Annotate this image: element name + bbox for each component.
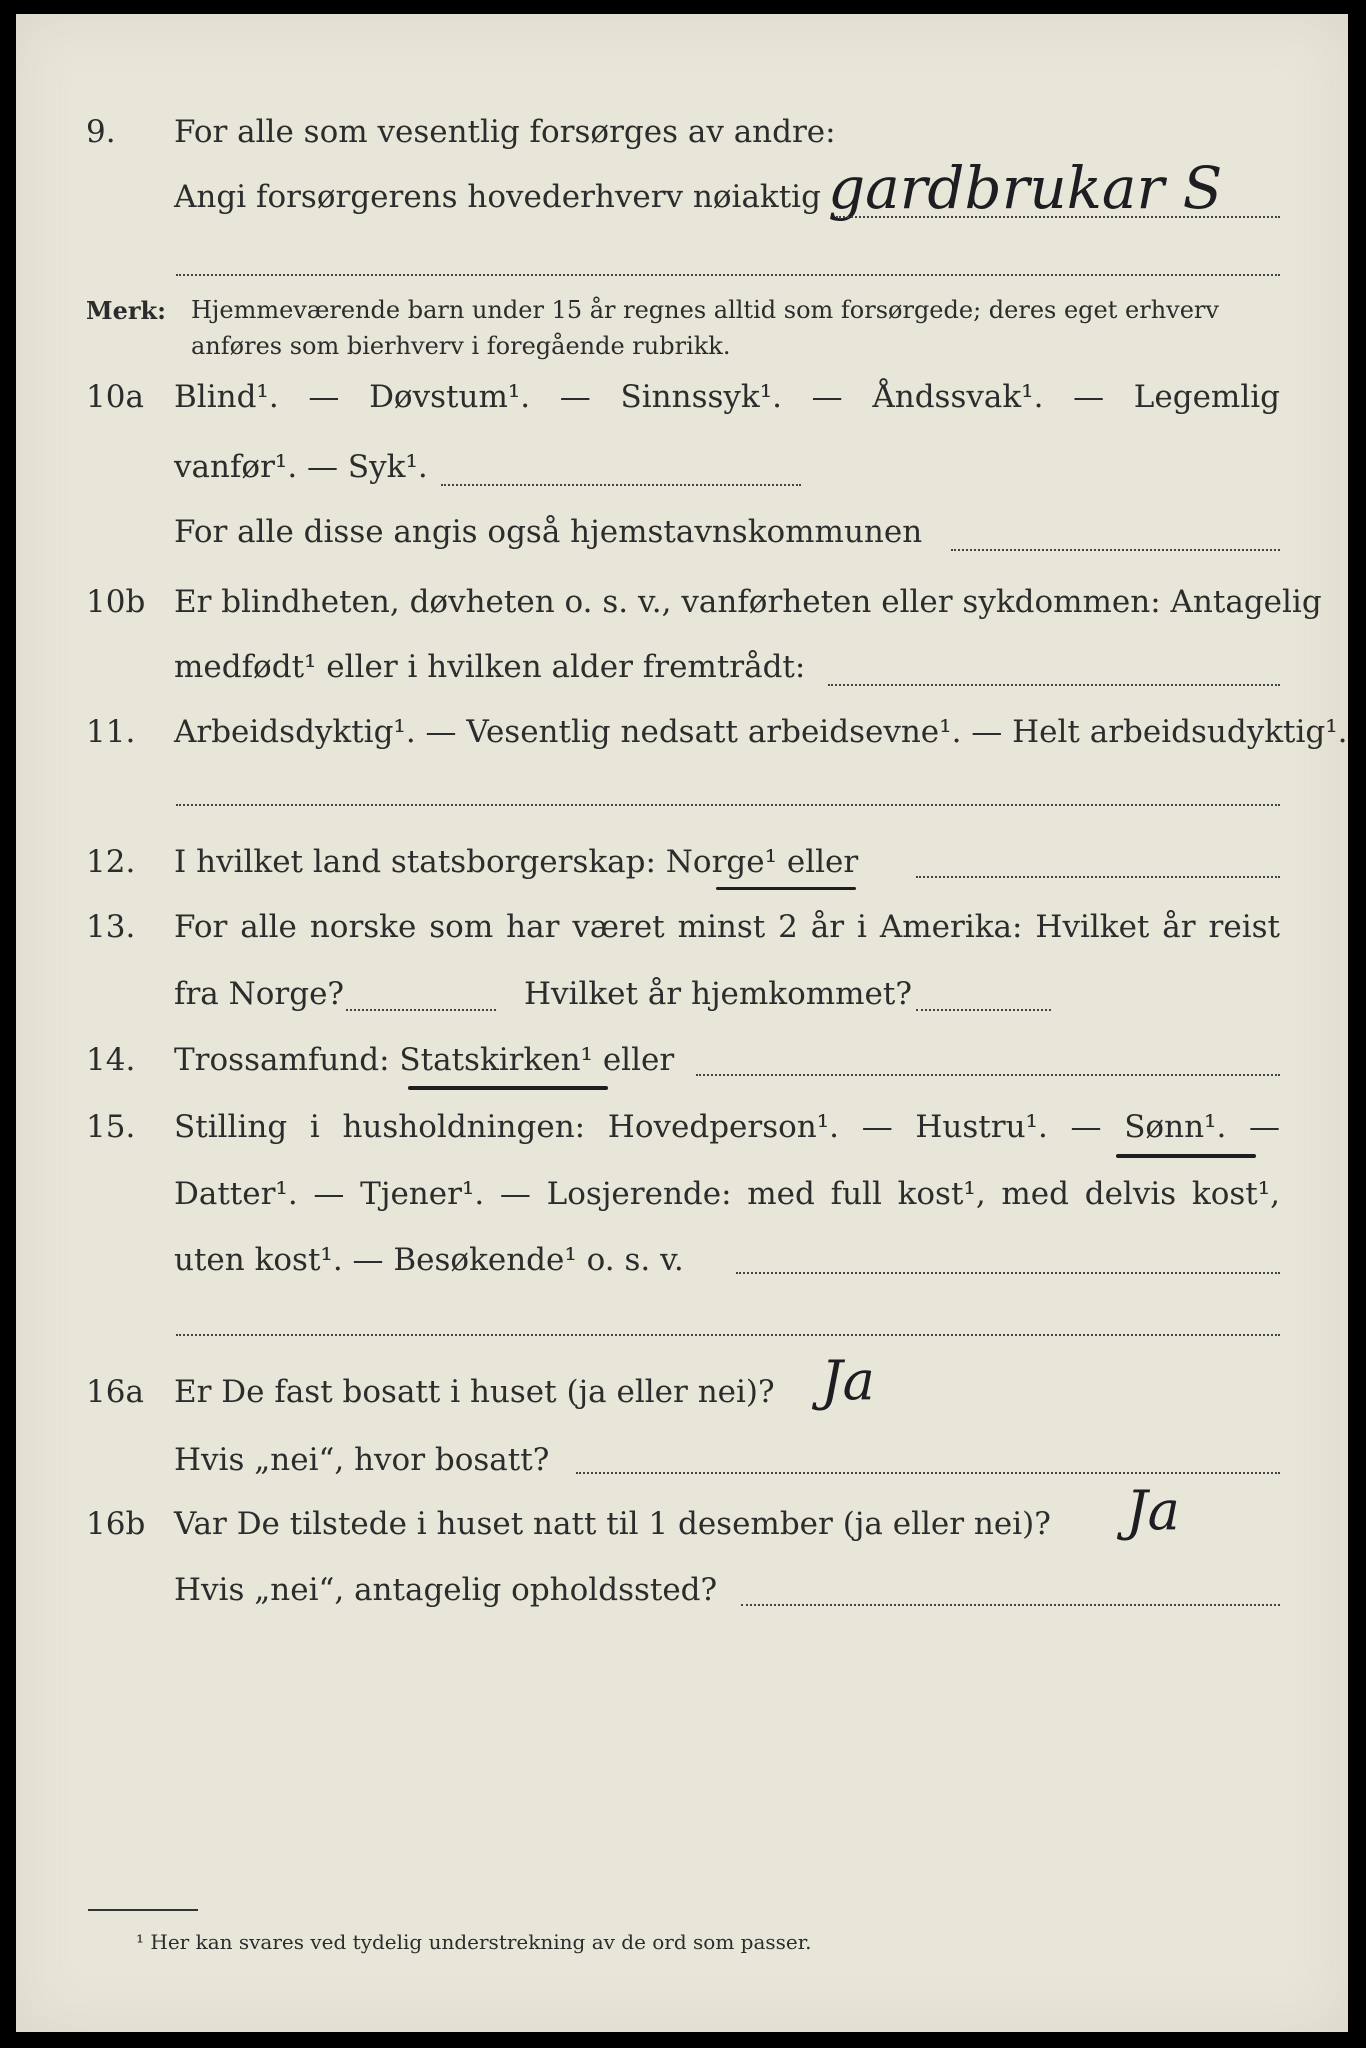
question-10a-sick-line — [441, 484, 801, 486]
question-16b-line2: Hvis „nei“, antagelig opholdssted? — [174, 1572, 718, 1608]
question-9-extra-line — [176, 274, 1280, 276]
footnote-text: Her kan svares ved tydelig understrekning av de ord som passer. — [150, 1930, 812, 1954]
question-14-statskirken-underline — [408, 1086, 608, 1090]
question-9-answer-line — [836, 216, 1280, 218]
question-10b-line2: medfødt¹ eller i hvilken alder fremtrådt: — [174, 649, 806, 685]
footnote-rule — [88, 1909, 198, 1911]
question-11-number: 11. — [86, 714, 136, 750]
question-15-answer-line — [736, 1272, 1280, 1274]
question-9-line1: For alle som vesentlig forsørges av andre: — [174, 114, 836, 150]
question-10a-municipality-line — [951, 549, 1280, 551]
question-16a-answer-line — [576, 1472, 1280, 1474]
note-text: Hjemmeværende barn under 15 år regnes alltid som forsørgede; deres eget erhverv anføres som bierhverv i foregående rubrikk. — [191, 296, 1219, 360]
question-16b-line1: Var De tilstede i huset natt til 1 desember (ja eller nei)? — [174, 1506, 1051, 1542]
question-14-number: 14. — [86, 1042, 136, 1078]
question-16b-handwritten-answer: Ja — [1126, 1479, 1180, 1542]
question-10b-answer-line — [828, 684, 1280, 686]
question-10b-number: 10b — [86, 584, 146, 620]
question-14-answer-line — [696, 1074, 1280, 1076]
question-10a-line1: Blind¹. — Døvstum¹. — Sinnssyk¹. — Åndssvak¹. — Legemlig — [174, 379, 1280, 415]
question-13-departure-line — [346, 1009, 496, 1011]
question-15-extra-line — [176, 1334, 1280, 1336]
question-16b-answer-line — [741, 1604, 1280, 1606]
question-12-norge-underline — [716, 887, 856, 890]
question-11-line1: Arbeidsdyktig¹. — Vesentlig nedsatt arbeidsevne¹. — Helt arbeidsudyktig¹. — [174, 714, 1348, 750]
question-10a-line2: vanfør¹. — Syk¹. — [174, 449, 428, 485]
footnote-marker: ¹ — [136, 1930, 145, 1954]
census-form-page — [16, 14, 1348, 2032]
question-10a-number: 10a — [86, 379, 144, 415]
question-15-sonn-underline — [1116, 1154, 1256, 1158]
question-16b-number: 16b — [86, 1506, 146, 1542]
note-label: Merk: — [86, 296, 166, 325]
question-9-prompt: Angi forsørgerens hovederhverv nøiaktig — [174, 179, 821, 215]
question-13-return-label: Hvilket år hjemkommet? — [524, 976, 912, 1012]
question-15-line2: Datter¹. — Tjener¹. — Losjerende: med full kost¹, med delvis kost¹, — [174, 1176, 1280, 1212]
question-12-number: 12. — [86, 844, 136, 880]
question-9-handwritten-answer: gardbrukar S — [828, 154, 1223, 222]
question-10a-line3: For alle disse angis også hjemstavnskommunen — [174, 514, 923, 550]
question-12-answer-line — [916, 876, 1280, 878]
question-9-number: 9. — [86, 114, 116, 150]
question-15-line3: uten kost¹. — Besøkende¹ o. s. v. — [174, 1242, 684, 1278]
question-15-number: 15. — [86, 1109, 136, 1145]
question-16a-handwritten-answer: Ja — [821, 1349, 875, 1412]
footnote — [136, 1930, 811, 1954]
question-13-line1: For alle norske som har været minst 2 år i Amerika: Hvilket år reist — [174, 909, 1280, 945]
question-16a-line2: Hvis „nei“, hvor bosatt? — [174, 1442, 550, 1478]
question-12-line1: I hvilket land statsborgerskap: Norge¹ eller — [174, 844, 859, 880]
question-15-line1: Stilling i husholdningen: Hovedperson¹. — Hustru¹. — Sønn¹. — — [174, 1109, 1280, 1145]
question-13-number: 13. — [86, 909, 136, 945]
question-14-line1: Trossamfund: Statskirken¹ eller — [174, 1042, 675, 1078]
question-16a-number: 16a — [86, 1374, 144, 1410]
question-13-return-line — [916, 1009, 1051, 1011]
question-13-departure-label: fra Norge? — [174, 976, 345, 1012]
question-16a-line1: Er De fast bosatt i huset (ja eller nei)? — [174, 1374, 775, 1410]
question-11-answer-line — [176, 804, 1280, 806]
question-10b-line1: Er blindheten, døvheten o. s. v., vanførheten eller sykdommen: Antagelig — [174, 584, 1322, 620]
